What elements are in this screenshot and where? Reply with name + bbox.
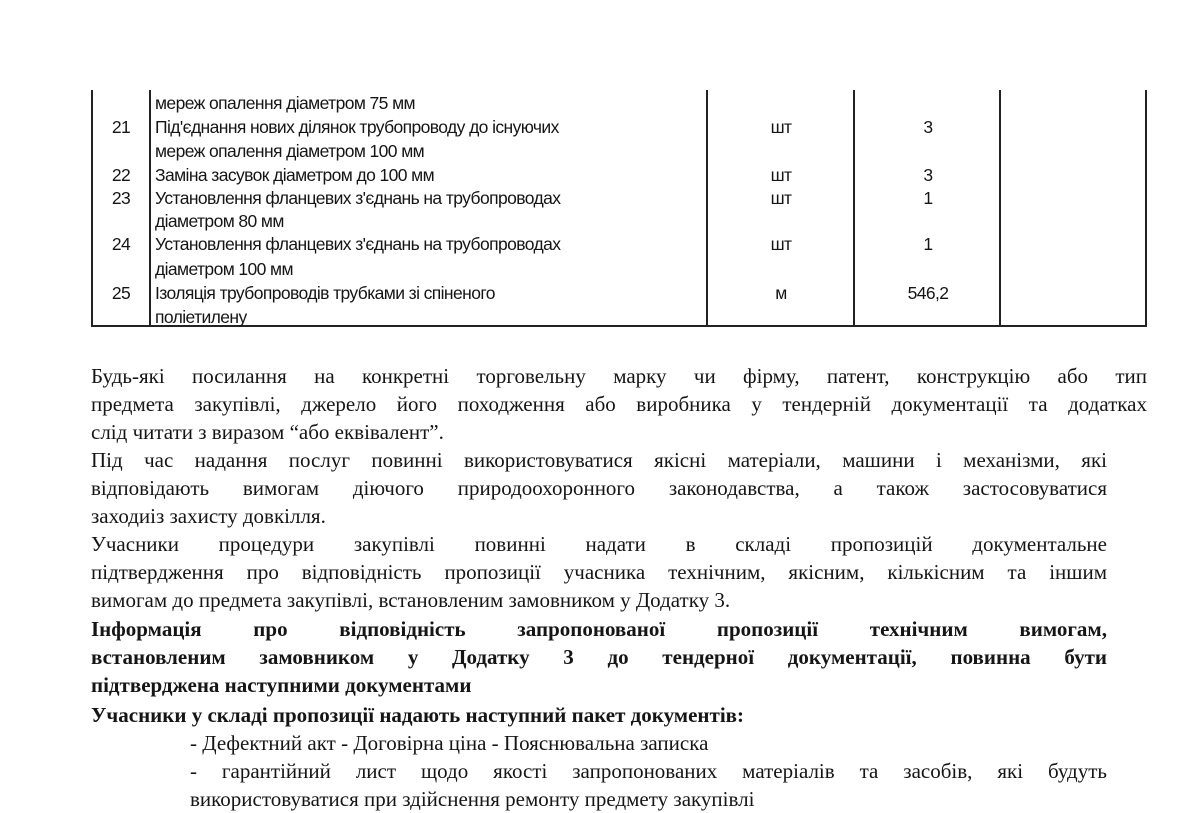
documents-list <box>190 729 1107 813</box>
table-cell-number: 21 <box>111 117 131 137</box>
table-cell-number: 22 <box>111 165 131 185</box>
table-cell-unit: шт <box>770 165 792 185</box>
table-divider <box>149 90 151 325</box>
table-cell-unit: шт <box>770 234 792 254</box>
list-item: - гарантійний лист щодо якості запропонованих матеріалів та засобів, які будуть <box>190 759 1107 783</box>
table-cell-description: діаметром 100 мм <box>155 259 293 279</box>
text-line: відповідають вимогам діючого природоохоронного законодавства, а також застосовуватися <box>91 476 1107 500</box>
table-cell-unit: шт <box>770 117 792 137</box>
table-cell-description: Установлення фланцевих з'єднань на трубопроводах <box>155 234 561 254</box>
paragraph-equivalent-clause <box>91 362 1147 446</box>
list-item: використовуватися при здійснення ремонту предмету закупівлі <box>190 787 755 811</box>
text-line: Під час надання послуг повинні використовуватися якісні матеріали, машини і механізми, які <box>91 448 1107 472</box>
text-line: Учасники у складі пропозиції надають наступний пакет документів: <box>91 703 745 727</box>
table-cell-description: Заміна засувок діаметром до 100 мм <box>155 165 435 185</box>
text-line: підтверджена наступними документами <box>91 673 472 697</box>
table-cell-unit: шт <box>770 188 792 208</box>
table-cell-quantity: 3 <box>923 117 933 137</box>
table-cell-quantity: 1 <box>923 188 933 208</box>
table-cell-quantity: 546,2 <box>907 283 949 303</box>
table-cell-description: поліетилену <box>155 307 247 327</box>
table-cell-quantity: 1 <box>923 234 933 254</box>
table-cell-description: Установлення фланцевих з'єднань на трубопроводах <box>155 188 561 208</box>
text-line: предмета закупівлі, джерело його походження або виробника у тендерній документації та додатках <box>91 392 1147 416</box>
table-cell-description: мереж опалення діаметром 75 мм <box>155 93 415 113</box>
table-cell-description: мереж опалення діаметром 100 мм <box>155 141 425 161</box>
table-cell-number: 24 <box>111 234 131 254</box>
paragraph-materials <box>91 446 1107 530</box>
text-line: Учасники процедури закупівлі повинні надати в складі пропозицій документальне <box>91 532 1107 556</box>
paragraph-compliance-info <box>91 615 1107 699</box>
table-cell-description: діаметром 80 мм <box>155 211 284 231</box>
paragraph-participants-confirmation <box>91 530 1107 614</box>
text-line: Будь-які посилання на конкретні торговельну марку чи фірму, патент, конструкцію або тип <box>91 364 1147 388</box>
table-cell-unit: м <box>775 283 787 303</box>
text-line: заходиіз захисту довкілля. <box>91 504 326 528</box>
text-line: встановленим замовником у Додатку 3 до тендерної документації, повинна бути <box>91 645 1107 669</box>
text-line: підтвердження про відповідність пропозиції учасника технічним, якісним, кількісним та іншим <box>91 560 1107 584</box>
table-cell-number: 23 <box>111 188 131 208</box>
list-item: - Дефектний акт - Договірна ціна - Пояснювальна записка <box>190 731 709 755</box>
text-line: Інформація про відповідність запропонованої пропозиції технічним вимогам, <box>91 617 1107 641</box>
paragraph-documents-package-heading <box>91 701 1147 729</box>
table-cell-description: Під'єднання нових ділянок трубопроводу до існуючих <box>155 117 559 137</box>
table-cell-number: 25 <box>111 283 131 303</box>
text-line: слід читати з виразом “або еквівалент”. <box>91 420 444 444</box>
table-cell-quantity: 3 <box>923 165 933 185</box>
table-cell-description: Ізоляція трубопроводів трубками зі спіненого <box>155 283 495 303</box>
text-line: вимогам до предмета закупівлі, встановленим замовником у Додатку 3. <box>91 588 731 612</box>
works-table <box>91 90 1147 327</box>
